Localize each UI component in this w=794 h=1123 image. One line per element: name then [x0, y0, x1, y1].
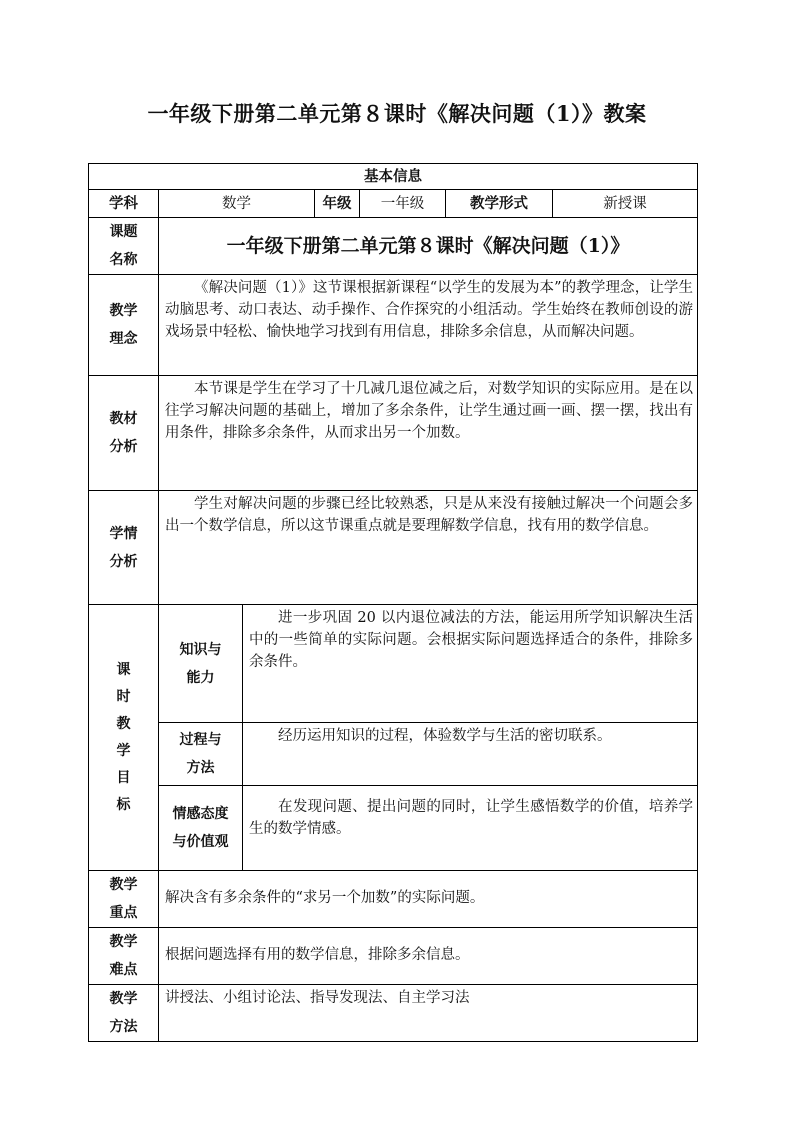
goal2-cell — [243, 723, 698, 786]
philosophy-label-line2: 理念 — [109, 331, 138, 347]
form-label: 教学形式 — [446, 190, 553, 218]
topic-value: 一年级下册第二单元第８课时《解决问题（1）》 — [159, 218, 698, 275]
goal3-label-line1: 情感态度 — [172, 806, 229, 822]
student-label-line1: 学情 — [109, 525, 138, 542]
material-text: 本节课是学生在学习了十几减几退位减之后，对数学知识的实际应用。是在以往学习解决问题的基础上，增加了多余条件，让学生通过画一画、摆一摆，找出有用条件，排除多余条件，从而求出另一个加数。 — [165, 381, 694, 441]
goal2-label-line1: 过程与 — [179, 732, 222, 748]
goal1-label-line1: 知识与 — [179, 641, 222, 658]
goals-label-char: 目 — [116, 769, 131, 786]
method-label — [89, 985, 159, 1042]
material-label — [89, 376, 159, 491]
philosophy-cell — [159, 275, 698, 376]
key-cell — [159, 871, 698, 928]
difficulty-label — [89, 928, 159, 985]
method-cell — [159, 985, 698, 1042]
material-label-line2: 分析 — [109, 439, 138, 455]
grade-value: 一年级 — [360, 190, 446, 218]
philosophy-text: 《解决问题（1）》这节课根据新课程“以学生的发展为本”的教学理念，让学生动脑思考、动口表达、动手操作、合作探究的小组活动。学生始终在教师创设的游戏场景中轻松、愉快地学习找到有用信息，排除多余信息，从而解决问题。 — [165, 280, 694, 340]
difficulty-cell — [159, 928, 698, 985]
difficulty-label-line2: 难点 — [109, 962, 138, 978]
material-cell — [159, 376, 698, 491]
method-label-line1: 教学 — [109, 991, 138, 1007]
difficulty-label-line1: 教学 — [109, 934, 138, 950]
goal2-label — [159, 723, 243, 786]
key-text: 解决含有多余条件的“求另一个加数”的实际问题。 — [165, 890, 485, 906]
philosophy-label-line1: 教学 — [109, 303, 138, 319]
method-text: 讲授法、小组讨论法、指导发现法、自主学习法 — [165, 990, 470, 1006]
material-label-line1: 教材 — [109, 411, 138, 427]
student-text: 学生对解决问题的步骤已经比较熟悉，只是从来没有接触过解决一个问题会多出一个数学信息，所以这节课重点就是要理解数学信息，找有用的数学信息。 — [165, 496, 694, 534]
goal1-text: 进一步巩固 20 以内退位减法的方法，能运用所学知识解决生活中的一些简单的实际问题。会根据实际问题选择适合的条件，排除多余条件。 — [249, 610, 694, 670]
student-label-line2: 分析 — [109, 553, 138, 570]
form-value: 新授课 — [553, 190, 698, 218]
goal1-cell — [243, 605, 698, 723]
goal1-label-line2: 能力 — [186, 669, 215, 686]
subject-label: 学科 — [89, 190, 159, 218]
topic-label — [89, 218, 159, 275]
basic-info-header: 基本信息 — [89, 164, 698, 190]
goals-label — [89, 605, 159, 871]
goal3-label-line2: 与价值观 — [172, 834, 229, 850]
goals-label-char: 课 — [116, 661, 131, 678]
subject-value: 数学 — [159, 190, 315, 218]
key-label — [89, 871, 159, 928]
goals-label-char: 时 — [116, 688, 131, 705]
topic-label-line2: 名称 — [109, 252, 138, 268]
goal3-cell — [243, 786, 698, 871]
goals-label-char: 标 — [116, 796, 131, 813]
lesson-plan-table — [88, 163, 698, 1042]
goals-label-char: 教 — [116, 715, 131, 732]
goals-label-char: 学 — [116, 742, 131, 759]
grade-label: 年级 — [315, 190, 360, 218]
method-label-line2: 方法 — [109, 1019, 138, 1035]
goal3-label — [159, 786, 243, 871]
goal2-text: 经历运用知识的过程，体验数学与生活的密切联系。 — [278, 728, 612, 744]
page-title: 一年级下册第二单元第８课时《解决问题（1）》教案 — [147, 101, 647, 126]
goal1-label — [159, 605, 243, 723]
topic-label-line1: 课题 — [109, 224, 138, 240]
philosophy-label — [89, 275, 159, 376]
key-label-line1: 教学 — [109, 877, 138, 893]
goal2-label-line2: 方法 — [186, 760, 215, 776]
student-cell — [159, 491, 698, 605]
student-label — [89, 491, 159, 605]
goal3-text: 在发现问题、提出问题的同时，让学生感悟数学的价值，培养学生的数学情感。 — [249, 799, 694, 837]
key-label-line2: 重点 — [109, 905, 138, 921]
difficulty-text: 根据问题选择有用的数学信息，排除多余信息。 — [165, 947, 470, 963]
